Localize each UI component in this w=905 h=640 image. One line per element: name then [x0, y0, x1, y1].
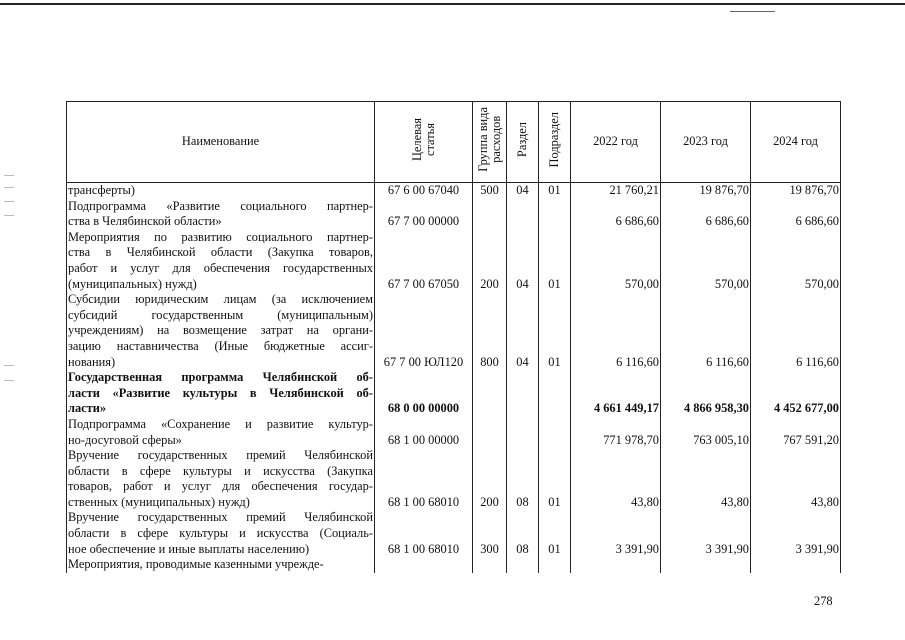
cell-article: 67 7 00 ЮЛ120 — [375, 292, 473, 370]
header-2023: 2023 год — [661, 102, 751, 183]
cell-article: 68 1 00 68010 — [375, 510, 473, 557]
cell-group — [473, 370, 507, 417]
table-row — [67, 417, 841, 448]
cell-y2023: 570,00 — [661, 230, 751, 292]
cell-article: 67 7 00 67050 — [375, 230, 473, 292]
header-article-line2: статья — [422, 123, 437, 157]
header-section-label: Раздел — [515, 122, 529, 158]
cell-group: 800 — [473, 292, 507, 370]
table-row — [67, 292, 841, 370]
cell-name — [67, 557, 375, 573]
header-subsection-label: Подраздел — [547, 111, 561, 168]
header-group — [473, 102, 507, 183]
cell-subsection: 01 — [539, 183, 571, 199]
cell-name-line: Государственная программа Челябинской об- — [68, 370, 373, 385]
cell-group — [473, 557, 507, 573]
cell-section — [507, 557, 539, 573]
header-article-line1: Целевая — [409, 118, 424, 162]
table-row — [67, 510, 841, 557]
header-group-line1: Группа вида — [475, 107, 490, 173]
cell-y2023: 6 116,60 — [661, 292, 751, 370]
cell-name-line: Субсидии юридическим лицам (за исключением — [68, 292, 373, 307]
cell-name-line: учреждениям) на возмещение затрат на органи- — [68, 323, 373, 338]
cell-name-line: области в сфере культуры и искусства (Закупка — [68, 463, 373, 478]
cell-name-line: Подпрограмма «Сохранение и развитие культур- — [68, 416, 373, 431]
budget-table — [66, 101, 841, 573]
cell-y2023: 763 005,10 — [661, 417, 751, 448]
cell-y2022: 570,00 — [571, 230, 661, 292]
cell-section — [507, 417, 539, 448]
cell-name-line: Подпрограмма «Развитие социального партнер- — [68, 198, 373, 213]
cell-y2024: 767 591,20 — [751, 417, 841, 448]
cell-name — [67, 183, 375, 199]
cell-name — [67, 417, 375, 448]
cell-name-line: ства в Челябинской области» — [68, 214, 222, 229]
table-row — [67, 183, 841, 199]
cell-name-line: ственных (муниципальных) нужд) — [68, 494, 250, 509]
cell-name — [67, 292, 375, 370]
cell-group — [473, 199, 507, 230]
cell-article — [375, 557, 473, 573]
cell-name-line: ства в Челябинской области (Закупка товаров, — [68, 245, 373, 260]
header-section — [507, 102, 539, 183]
cell-name — [67, 370, 375, 417]
cell-name-line: Мероприятия, проводимые казенными учрежде- — [68, 557, 324, 572]
cell-name — [67, 510, 375, 557]
cell-subsection — [539, 199, 571, 230]
cell-section — [507, 370, 539, 417]
cell-group: 200 — [473, 230, 507, 292]
cell-name-line: но-досуговой сферы» — [68, 432, 182, 447]
cell-name-line: Мероприятия по развитию социального партнер- — [68, 229, 373, 244]
cell-name-line: ласти «Развитие культуры в Челябинской об- — [68, 385, 373, 400]
page-number: 278 — [814, 594, 833, 608]
cell-name-line: ное обеспечение и иные выплаты населению) — [68, 541, 310, 556]
cell-y2024: 6 686,60 — [751, 199, 841, 230]
header-2024: 2024 год — [751, 102, 841, 183]
cell-section — [507, 199, 539, 230]
cell-subsection — [539, 557, 571, 573]
cell-subsection: 01 — [539, 510, 571, 557]
cell-section: 08 — [507, 448, 539, 510]
cell-name-line: Вручение государственных премий Челябинской — [68, 448, 373, 463]
cell-article: 67 7 00 00000 — [375, 199, 473, 230]
cell-y2024: 19 876,70 — [751, 183, 841, 199]
header-group-line2: расходов — [488, 116, 503, 164]
cell-group: 500 — [473, 183, 507, 199]
cell-name-line: трансферты) — [68, 183, 135, 197]
cell-y2024: 3 391,90 — [751, 510, 841, 557]
cell-name-line: работ и услуг для обеспечения государственных — [68, 260, 373, 275]
table-row — [67, 199, 841, 230]
cell-name — [67, 230, 375, 292]
cell-name — [67, 199, 375, 230]
cell-y2022: 6 686,60 — [571, 199, 661, 230]
cell-group — [473, 417, 507, 448]
cell-section: 04 — [507, 292, 539, 370]
cell-y2024: 43,80 — [751, 448, 841, 510]
cell-y2023: 4 866 958,30 — [661, 370, 751, 417]
header-2022: 2022 год — [571, 102, 661, 183]
cell-y2023 — [661, 557, 751, 573]
cell-name-line: зацию наставничества (Иные бюджетные ассиг- — [68, 338, 373, 353]
cell-section: 04 — [507, 230, 539, 292]
cell-subsection: 01 — [539, 448, 571, 510]
cell-y2022 — [571, 557, 661, 573]
cell-article: 68 0 00 00000 — [375, 370, 473, 417]
cell-name-line: товаров, работ и услуг для обеспечения государ- — [68, 479, 373, 494]
table-row — [67, 230, 841, 292]
cell-y2023: 3 391,90 — [661, 510, 751, 557]
cell-name-line: (муниципальных) нужд) — [68, 276, 197, 291]
cell-y2024: 570,00 — [751, 230, 841, 292]
cell-y2022: 6 116,60 — [571, 292, 661, 370]
cell-group: 300 — [473, 510, 507, 557]
cell-article: 68 1 00 00000 — [375, 417, 473, 448]
header-name: Наименование — [67, 102, 375, 183]
cell-y2023: 19 876,70 — [661, 183, 751, 199]
cell-name-line: Вручение государственных премий Челябинской — [68, 510, 373, 525]
cell-y2022: 771 978,70 — [571, 417, 661, 448]
cell-article: 68 1 00 68010 — [375, 448, 473, 510]
cell-name-line: ласти» — [68, 401, 107, 416]
table-row — [67, 448, 841, 510]
cell-name-line: субсидий государственным (муниципальным) — [68, 307, 373, 322]
cell-y2022: 3 391,90 — [571, 510, 661, 557]
cell-y2022: 43,80 — [571, 448, 661, 510]
table-header-row — [67, 102, 841, 183]
cell-subsection: 01 — [539, 292, 571, 370]
cell-y2022: 21 760,21 — [571, 183, 661, 199]
header-article — [375, 102, 473, 183]
cell-section: 04 — [507, 183, 539, 199]
cell-article: 67 6 00 67040 — [375, 183, 473, 199]
binding-marks — [4, 175, 18, 395]
cell-subsection — [539, 370, 571, 417]
cell-y2024: 6 116,60 — [751, 292, 841, 370]
cell-subsection — [539, 417, 571, 448]
cell-y2024: 4 452 677,00 — [751, 370, 841, 417]
cell-group: 200 — [473, 448, 507, 510]
table-body — [67, 183, 841, 573]
table-row — [67, 557, 841, 573]
cell-y2022: 4 661 449,17 — [571, 370, 661, 417]
top-rule-short — [730, 11, 775, 12]
cell-y2024 — [751, 557, 841, 573]
table-row — [67, 370, 841, 417]
cell-name-line: области в сфере культуры и искусства (Социаль- — [68, 526, 373, 541]
header-subsection — [539, 102, 571, 183]
cell-subsection: 01 — [539, 230, 571, 292]
cell-name-line: нования) — [68, 354, 116, 369]
cell-y2023: 43,80 — [661, 448, 751, 510]
cell-section: 08 — [507, 510, 539, 557]
cell-y2023: 6 686,60 — [661, 199, 751, 230]
top-rule — [0, 3, 905, 5]
cell-name — [67, 448, 375, 510]
